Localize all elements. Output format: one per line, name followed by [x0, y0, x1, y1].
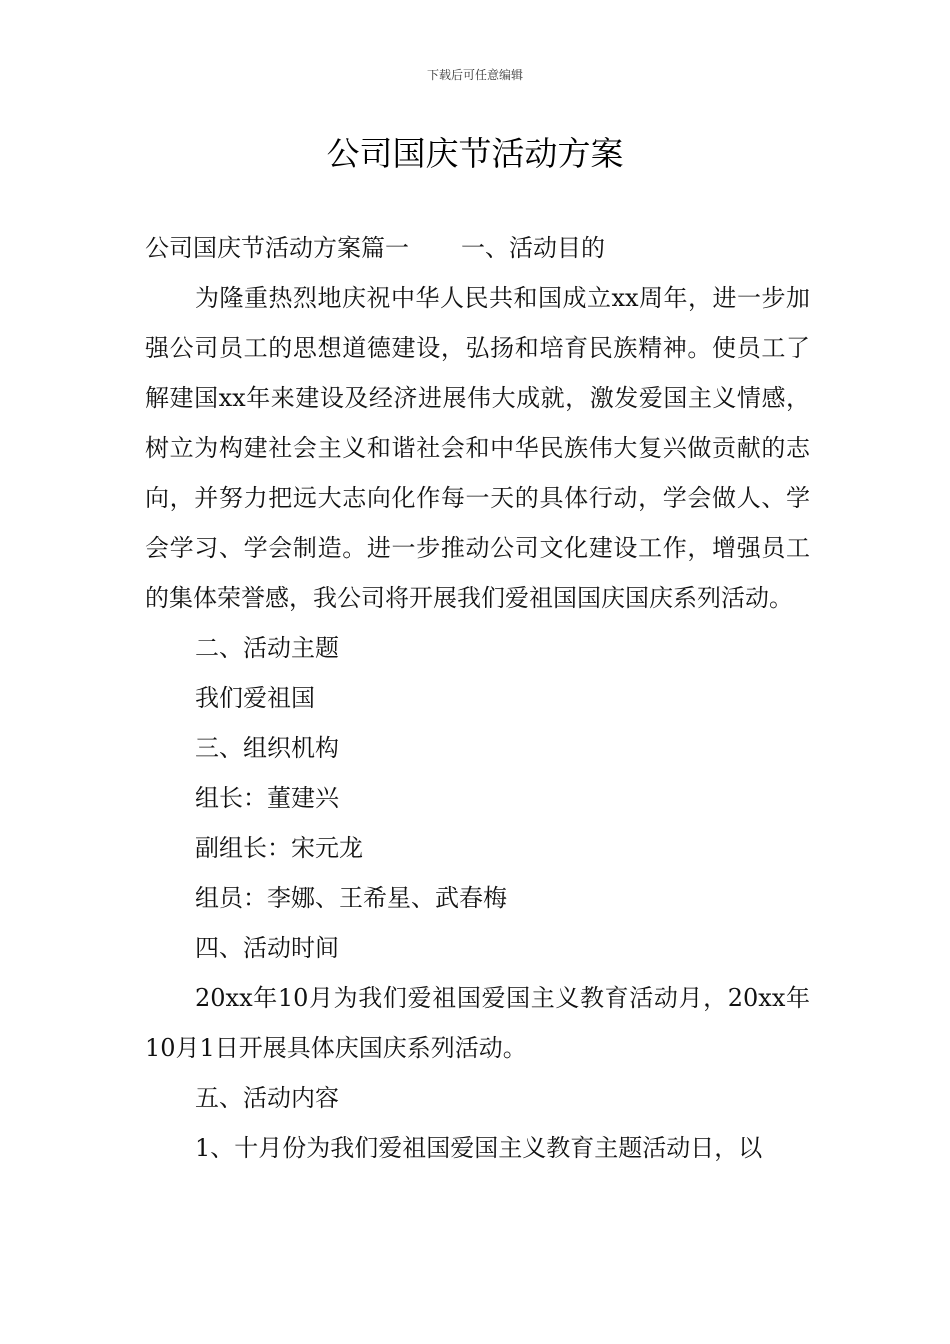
deputy-line: 副组长：宋元龙 — [195, 834, 363, 862]
theme-text: 我们爱祖国 — [195, 684, 315, 712]
page-title: 公司国庆节活动方案 — [326, 134, 624, 173]
purpose-paragraph: 为隆重热烈地庆祝中华人民共和国成立xx周年，进一步加强公司员工的思想道德建设，弘扬和培育民族精神。使员工了解建国xx年来建设及经济进展伟大成就，激发爱国主义情感，树立为构建社会主义和谐社会和中华民族伟大复兴做贡献的志向，并努力把远大志向化作每一天的具体行动，学会做人、学会学习、学会制造。进一步推动公司文化建设工作，增强员工的集体荣誉感，我公司将开展我们爱祖国国庆国庆系列活动。 — [145, 284, 810, 612]
document-body — [145, 223, 810, 1173]
section-heading-content: 五、活动内容 — [195, 1084, 339, 1112]
subtitle: 公司国庆节活动方案篇一 — [145, 234, 409, 262]
header-note: 下载后可任意编辑 — [426, 68, 523, 82]
section-heading-theme: 二、活动主题 — [195, 634, 339, 662]
section-heading-organization: 三、组织机构 — [195, 734, 339, 762]
leader-line: 组长：董建兴 — [195, 784, 339, 812]
section-heading-purpose: 一、活动目的 — [461, 234, 605, 262]
time-paragraph: 20xx年10月为我们爱祖国爱国主义教育活动月，20xx年10月1日开展具体庆国庆系列活动。 — [145, 984, 810, 1062]
intro-line — [145, 223, 810, 273]
section-heading-time: 四、活动时间 — [195, 934, 339, 962]
content-paragraph: 1、十月份为我们爱祖国爱国主义教育主题活动日，以 — [195, 1134, 763, 1162]
members-line: 组员：李娜、王希星、武春梅 — [195, 884, 507, 912]
